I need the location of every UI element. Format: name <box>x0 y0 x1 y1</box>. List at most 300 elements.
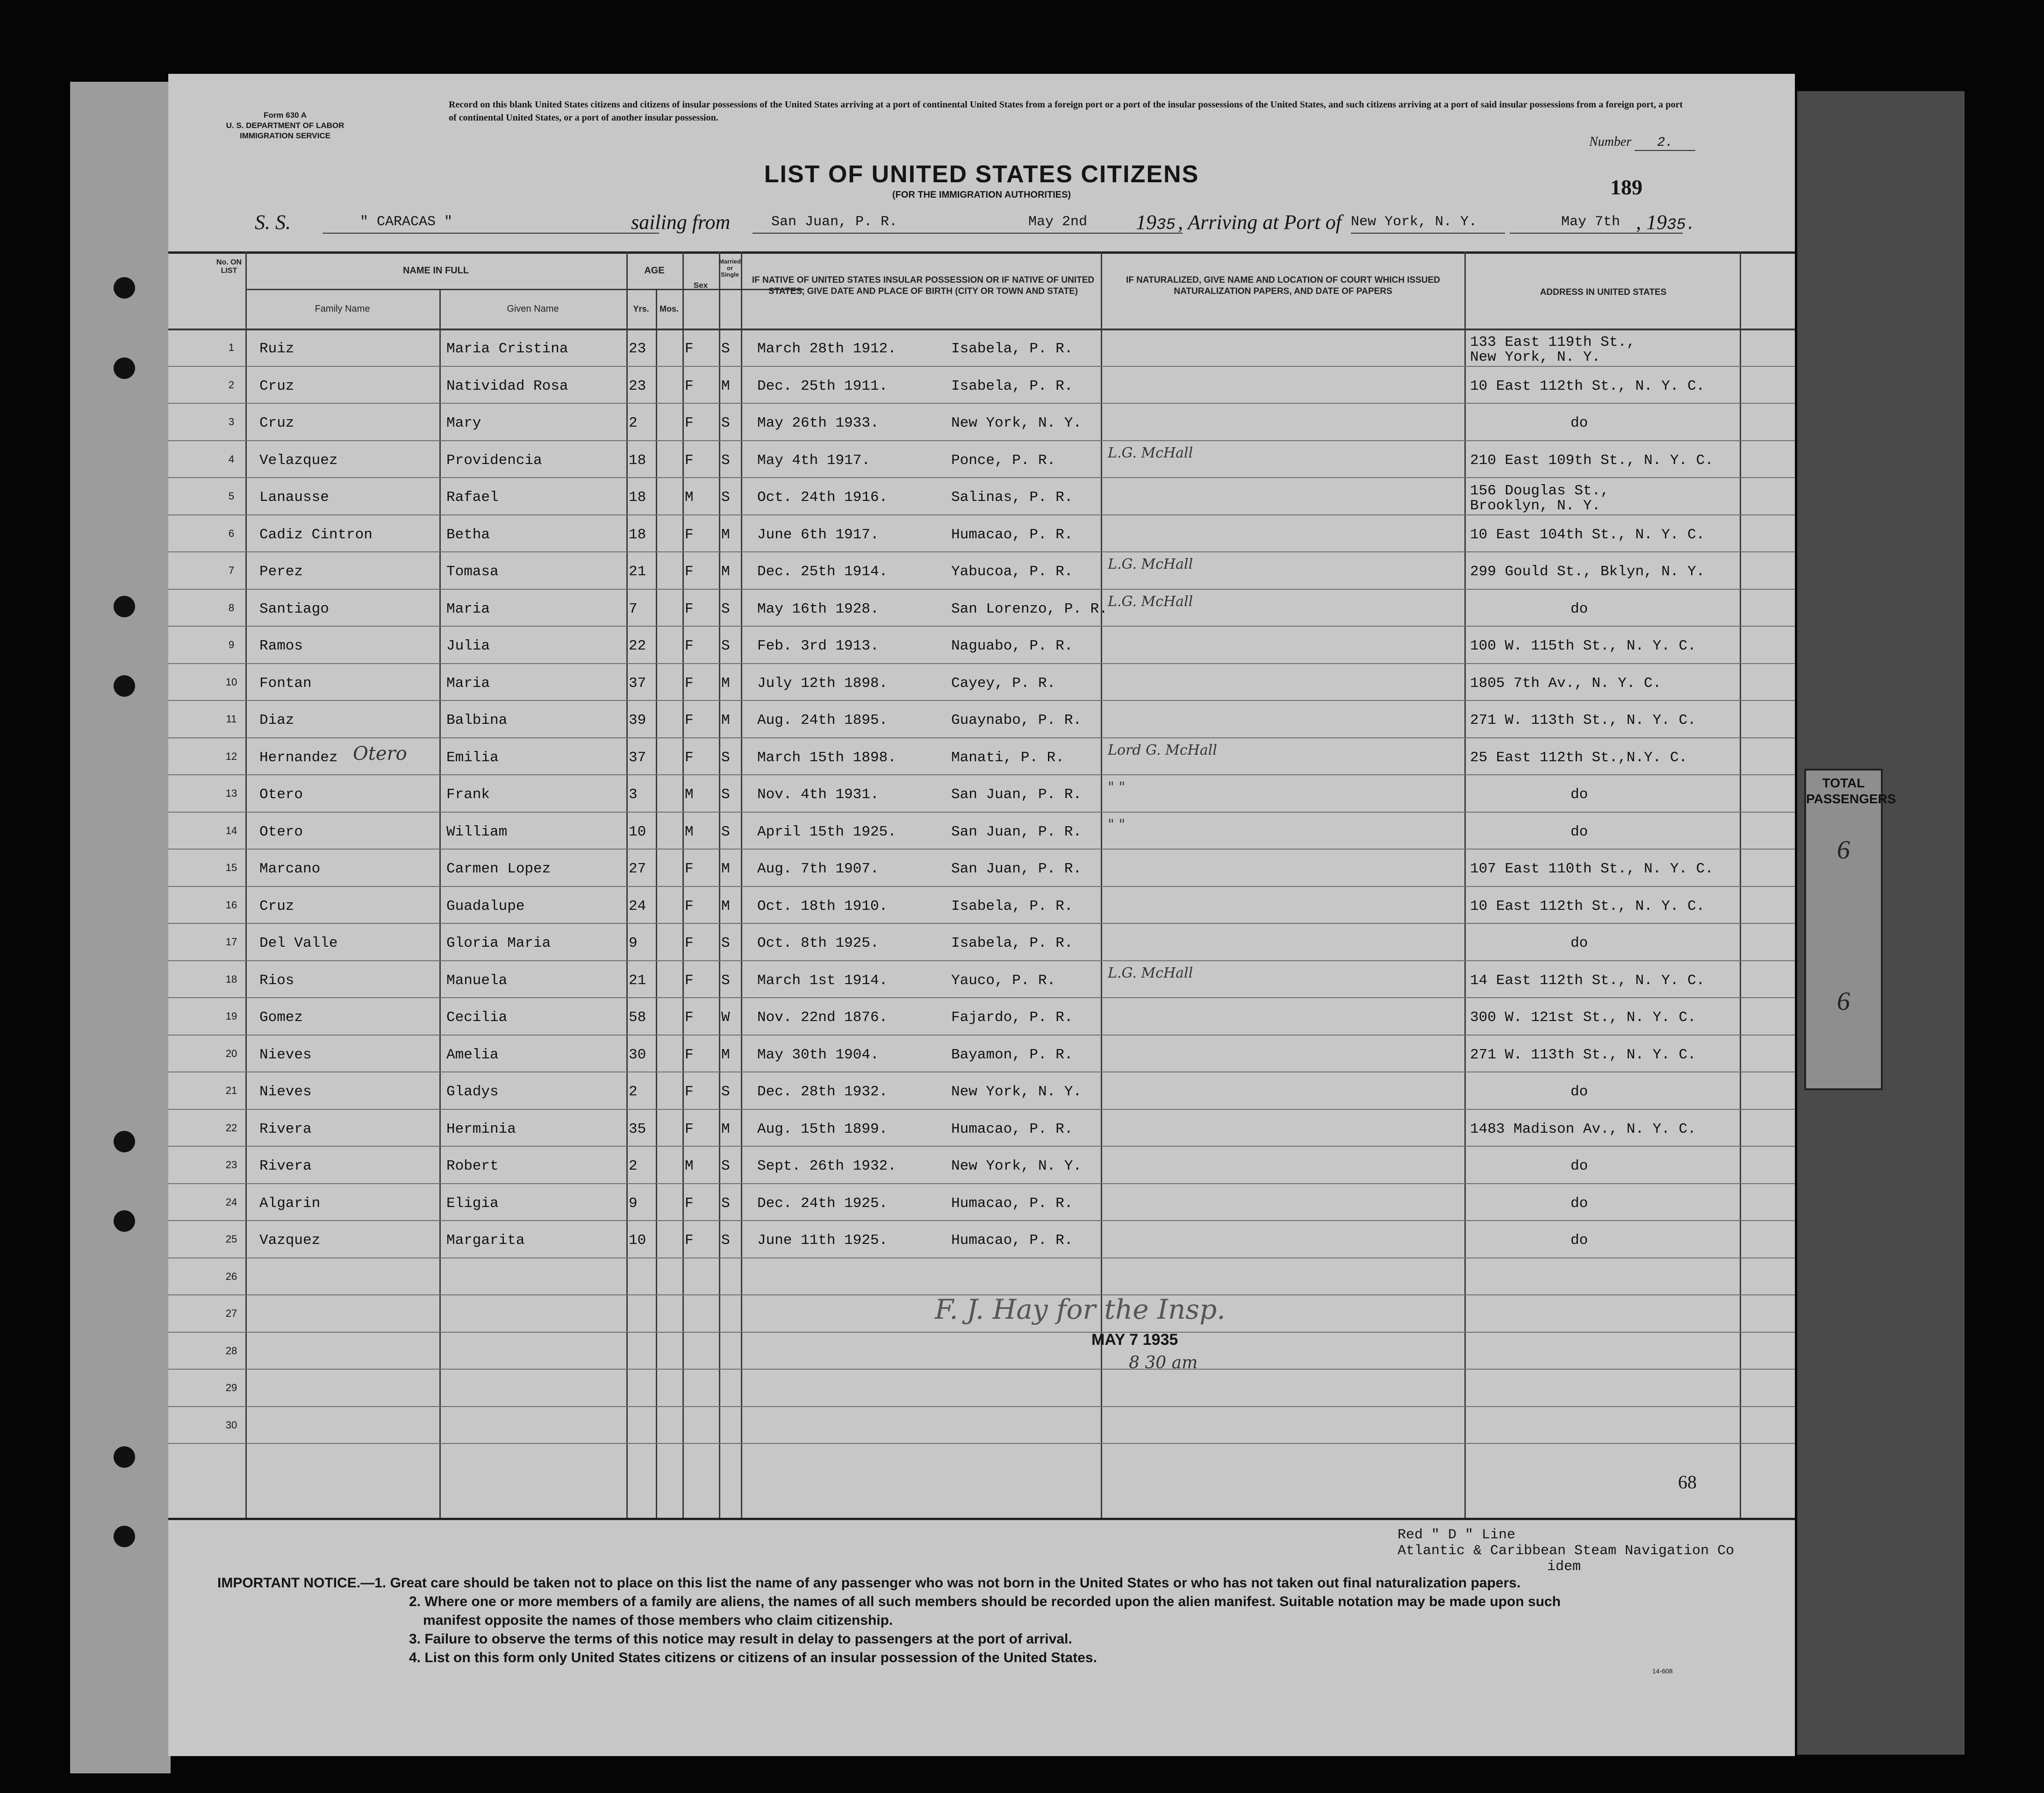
cell-family: Nieves <box>259 1084 312 1100</box>
cell-addr2: New York, N. Y. <box>1470 349 1601 365</box>
cell-given: Rafael <box>446 489 499 506</box>
cell-given: Maria <box>446 675 490 692</box>
cell-addr1: 271 W. 113th St., N. Y. C. <box>1470 1046 1696 1063</box>
cell-place: Humacao, P. R. <box>951 1232 1073 1249</box>
cell-family: Diaz <box>259 712 294 729</box>
row-divider <box>168 1220 1795 1221</box>
cell-sex: M <box>685 823 694 840</box>
header-age: AGE <box>644 265 665 276</box>
naturalization-note: " " <box>1108 816 1126 833</box>
cell-age: 2 <box>629 1158 638 1174</box>
total-value-2: 6 <box>1837 987 1850 1016</box>
naturalization-note: Lord G. McHall <box>1108 742 1217 758</box>
cell-sex: F <box>685 600 694 617</box>
arriving-label: , Arriving at Port of <box>1178 211 1341 234</box>
row-divider <box>168 366 1795 367</box>
row-divider <box>168 403 1795 404</box>
cell-place: San Juan, P. R. <box>951 861 1082 877</box>
row-divider <box>168 1406 1795 1407</box>
row-number: 1 <box>228 342 235 353</box>
cell-date: July 12th 1898. <box>757 675 888 692</box>
row-number: 23 <box>225 1159 237 1171</box>
naturalization-note: L.G. McHall <box>1108 556 1193 572</box>
header-name-in-full: NAME IN FULL <box>402 265 469 276</box>
row-divider <box>168 849 1795 850</box>
cell-family: Rivera <box>259 1158 312 1174</box>
cell-ms: S <box>721 638 730 654</box>
cell-place: Bayamon, P. R. <box>951 1046 1073 1063</box>
row-number: 25 <box>225 1233 237 1245</box>
sailing-from: San Juan, P. R. <box>753 214 986 234</box>
sailing-label: sailing from <box>631 211 731 234</box>
cell-family: Velazquez <box>259 452 338 469</box>
cell-place: New York, N. Y. <box>951 415 1082 431</box>
manifest-page <box>168 74 1795 1756</box>
sheet-number: 68 <box>1678 1472 1697 1493</box>
cell-ms: M <box>721 526 730 543</box>
cell-given: Gladys <box>446 1084 499 1100</box>
row-divider <box>168 1183 1795 1184</box>
row-number: 19 <box>225 1010 237 1022</box>
year-prefix: , 19 <box>1636 211 1667 234</box>
cell-given: Carmen Lopez <box>446 861 551 877</box>
row-number: 2 <box>228 379 235 391</box>
page-number: 189 <box>1610 175 1642 199</box>
cell-place: Ponce, P. R. <box>951 452 1056 469</box>
arrival-year <box>1636 210 1695 234</box>
row-divider <box>168 886 1795 887</box>
cell-place: Isabela, P. R. <box>951 378 1073 394</box>
row-number: 8 <box>228 601 235 614</box>
cell-ms: M <box>721 712 730 729</box>
row-divider <box>168 477 1795 478</box>
cell-sex: F <box>685 341 694 357</box>
cell-addr1: 14 East 112th St., N. Y. C. <box>1470 972 1705 989</box>
cell-sex: F <box>685 1009 694 1026</box>
row-number: 14 <box>225 824 237 836</box>
header-naturalized: IF NATURALIZED, GIVE NAME AND LOCATION OF COURT WHICH ISSUED NATURALIZATION PAPERS, AND DATE OF PAPERS <box>1126 275 1440 296</box>
cell-age: 9 <box>629 1195 638 1212</box>
form-instructions: Record on this blank United States citizens and citizens of insular possessions of the United States arriving at a port of continental United States from a foreign port or a port of the insular possessions of the United States, and such citizens arriving at a port of said insular possessions from a foreign port, a port of continental United States, or a port of another insular possession. <box>449 100 1683 123</box>
punch-hole <box>114 1131 135 1152</box>
cell-sex: F <box>685 712 694 729</box>
cell-family: Del Valle <box>259 935 338 951</box>
row-number: 4 <box>228 453 235 465</box>
family-name-note: Otero <box>353 743 407 764</box>
total-label: TOTAL <box>1822 776 1865 790</box>
service: IMMIGRATION SERVICE <box>240 131 330 140</box>
row-number: 10 <box>225 676 237 688</box>
header-family-name: Family Name <box>315 304 370 314</box>
cell-sex: F <box>685 1121 694 1137</box>
row-number: 15 <box>225 862 237 873</box>
cell-sex: F <box>685 1084 694 1100</box>
row-divider <box>168 1035 1795 1036</box>
row-number: 22 <box>225 1122 237 1134</box>
cell-ms: S <box>721 452 730 469</box>
naturalization-note: L.G. McHall <box>1108 593 1193 610</box>
cell-sex: F <box>685 749 694 766</box>
row-divider <box>168 997 1795 998</box>
cell-ms: S <box>721 489 730 506</box>
cell-addr1: do <box>1571 600 1588 617</box>
cell-given: Julia <box>446 638 490 654</box>
row-number: 28 <box>225 1344 237 1357</box>
cell-ms: S <box>721 823 730 840</box>
row-divider <box>168 812 1795 813</box>
cell-date: May 4th 1917. <box>757 452 870 469</box>
cell-age: 9 <box>629 935 638 951</box>
cell-given: Amelia <box>446 1046 499 1063</box>
cell-date: Oct. 24th 1916. <box>757 489 888 506</box>
time-stamp: 8 30 am <box>1129 1353 1198 1372</box>
cell-addr1: 1483 Madison Av., N. Y. C. <box>1470 1121 1696 1137</box>
row-divider <box>168 1369 1795 1370</box>
cell-addr1: 300 W. 121st St., N. Y. C. <box>1470 1009 1696 1026</box>
cell-addr2: Brooklyn, N. Y. <box>1470 498 1601 514</box>
row-number: 7 <box>228 564 235 576</box>
cell-date: Feb. 3rd 1913. <box>757 638 879 654</box>
cell-sex: F <box>685 526 694 543</box>
naturalization-note: " " <box>1108 779 1126 795</box>
cell-ms: S <box>721 972 730 989</box>
row-number: 29 <box>225 1382 237 1393</box>
notice-item-2b: manifest opposite the names of those members who claim citizenship. <box>423 1613 893 1628</box>
row-number: 3 <box>228 416 235 428</box>
cell-ms: W <box>721 1009 730 1026</box>
cell-addr1: 156 Douglas St., <box>1470 483 1609 499</box>
cell-date: Dec. 25th 1914. <box>757 564 888 580</box>
cell-given: Cecilia <box>446 1009 508 1026</box>
cell-family: Nieves <box>259 1046 312 1063</box>
cell-family: Rios <box>259 972 294 989</box>
row-divider <box>168 514 1795 515</box>
header-no-on-list: No. ON LIST <box>216 258 242 275</box>
cell-ms: S <box>721 1158 730 1174</box>
date-stamp: MAY 7 1935 <box>1091 1331 1178 1349</box>
cell-addr1: do <box>1571 935 1588 951</box>
ship-name: " CARACAS " <box>323 214 659 234</box>
line-idem: idem <box>1547 1559 1581 1575</box>
row-divider <box>168 923 1795 924</box>
cell-age: 18 <box>629 489 646 506</box>
row-number: 27 <box>225 1307 237 1319</box>
cell-date: June 11th 1925. <box>757 1232 888 1249</box>
cell-place: San Juan, P. R. <box>951 786 1082 803</box>
cell-ms: S <box>721 786 730 803</box>
naturalization-note: L.G. McHall <box>1108 444 1193 461</box>
cell-place: Cayey, P. R. <box>951 675 1056 692</box>
cell-addr1: 10 East 112th St., N. Y. C. <box>1470 898 1705 914</box>
cell-family: Cruz <box>259 898 294 914</box>
cell-ms: M <box>721 1046 730 1063</box>
number-label: Number <box>1589 135 1632 149</box>
cell-ms: M <box>721 564 730 580</box>
cell-family: Otero <box>259 823 303 840</box>
cell-sex: F <box>685 898 694 914</box>
cell-given: Mary <box>446 415 481 431</box>
total-passengers-box <box>1804 769 1896 1090</box>
cell-date: May 30th 1904. <box>757 1046 879 1063</box>
cell-given: Manuela <box>446 972 508 989</box>
row-divider <box>168 589 1795 590</box>
cell-age: 24 <box>629 898 646 914</box>
row-number: 24 <box>225 1196 237 1208</box>
notice-item-2 <box>409 1593 1764 1667</box>
total-value-1: 6 <box>1837 836 1850 864</box>
cell-place: Isabela, P. R. <box>951 341 1073 357</box>
year-value: 35. <box>1667 216 1696 234</box>
notice-item-2a: 2. Where one or more members of a family are aliens, the names of all such members should be recorded upon the alien manifest. Suitable notation may be made upon such <box>409 1594 1561 1609</box>
cell-family: Marcano <box>259 861 321 877</box>
cell-sex: F <box>685 1232 694 1249</box>
row-divider <box>168 626 1795 627</box>
cell-given: Balbina <box>446 712 508 729</box>
arrival-date: May 7th <box>1510 214 1683 234</box>
page-title: LIST OF UNITED STATES CITIZENS <box>764 161 1199 188</box>
cell-given: Herminia <box>446 1121 516 1137</box>
cell-addr1: do <box>1571 1195 1588 1212</box>
form-info <box>187 110 383 141</box>
cell-sex: F <box>685 972 694 989</box>
cell-date: Aug. 7th 1907. <box>757 861 879 877</box>
year-value: 35 <box>1156 216 1176 234</box>
row-number: 6 <box>228 527 235 539</box>
cell-given: Robert <box>446 1158 499 1174</box>
line-company: Atlantic & Caribbean Steam Navigation Co <box>1398 1543 1735 1559</box>
punch-hole <box>114 675 135 697</box>
cell-date: March 1st 1914. <box>757 972 888 989</box>
cell-place: Yabucoa, P. R. <box>951 564 1073 580</box>
punch-hole <box>114 1446 135 1468</box>
cell-date: Dec. 25th 1911. <box>757 378 888 394</box>
cell-sex: F <box>685 675 694 692</box>
row-divider <box>168 1332 1795 1333</box>
cell-addr1: 299 Gould St., Bklyn, N. Y. <box>1470 564 1705 580</box>
cell-given: Maria <box>446 600 490 617</box>
cell-family: Santiago <box>259 600 329 617</box>
cell-given: William <box>446 823 508 840</box>
important-notice <box>217 1574 1520 1593</box>
cell-date: March 28th 1912. <box>757 341 896 357</box>
arrival-port: New York, N. Y. <box>1351 214 1505 234</box>
cell-sex: F <box>685 415 694 431</box>
cell-sex: F <box>685 861 694 877</box>
cell-place: New York, N. Y. <box>951 1158 1082 1174</box>
cell-date: Nov. 4th 1931. <box>757 786 879 803</box>
footer-code: 14-608 <box>1652 1667 1673 1675</box>
cell-age: 37 <box>629 675 646 692</box>
cell-ms: S <box>721 415 730 431</box>
row-number: 20 <box>225 1047 237 1059</box>
form-number: Form 630 A <box>264 111 307 120</box>
cell-ms: S <box>721 1232 730 1249</box>
row-divider <box>168 663 1795 664</box>
cell-date: Sept. 26th 1932. <box>757 1158 896 1174</box>
cell-addr1: 25 East 112th St.,N.Y. C. <box>1470 749 1688 766</box>
cell-place: Yauco, P. R. <box>951 972 1056 989</box>
cell-place: San Lorenzo, P. R. <box>951 600 1108 617</box>
row-divider <box>168 960 1795 961</box>
punch-hole <box>114 596 135 617</box>
cell-family: Algarin <box>259 1195 321 1212</box>
cell-age: 18 <box>629 452 646 469</box>
header-mos: Mos. <box>659 304 679 314</box>
header-sex: Sex <box>693 281 708 290</box>
total-passengers-header <box>1806 771 1896 807</box>
cell-family: Hernandez <box>259 749 338 766</box>
cell-place: Manati, P. R. <box>951 749 1064 766</box>
cell-age: 21 <box>629 972 646 989</box>
cell-ms: S <box>721 1195 730 1212</box>
cell-given: Betha <box>446 526 490 543</box>
cell-place: San Juan, P. R. <box>951 823 1082 840</box>
cell-place: Humacao, P. R. <box>951 526 1073 543</box>
notice-heading: IMPORTANT NOTICE.—1. <box>217 1575 387 1591</box>
cell-sex: M <box>685 1158 694 1174</box>
cell-family: Gomez <box>259 1009 303 1026</box>
cell-addr1: 10 East 112th St., N. Y. C. <box>1470 378 1705 394</box>
cell-place: Salinas, P. R. <box>951 489 1073 506</box>
cell-age: 2 <box>629 415 638 431</box>
cell-date: Aug. 15th 1899. <box>757 1121 888 1137</box>
header-address: ADDRESS IN UNITED STATES <box>1540 287 1667 297</box>
cell-age: 39 <box>629 712 646 729</box>
cell-sex: F <box>685 1046 694 1063</box>
cell-sex: M <box>685 786 694 803</box>
header-yrs: Yrs. <box>633 304 649 314</box>
cell-age: 10 <box>629 823 646 840</box>
cell-age: 58 <box>629 1009 646 1026</box>
cell-family: Cruz <box>259 378 294 394</box>
punch-hole <box>114 277 135 299</box>
cell-age: 30 <box>629 1046 646 1063</box>
cell-addr1: 1805 7th Av., N. Y. C. <box>1470 675 1662 692</box>
cell-age: 23 <box>629 378 646 394</box>
cell-addr1: do <box>1571 823 1588 840</box>
notice-item-4: 4. List on this form only United States citizens or citizens of an insular possession of the United States. <box>409 1650 1097 1665</box>
row-number: 12 <box>225 750 237 762</box>
row-divider <box>168 737 1795 738</box>
cell-date: May 26th 1933. <box>757 415 879 431</box>
sailing-date: May 2nd <box>977 214 1183 234</box>
row-number: 18 <box>225 973 237 985</box>
cell-age: 27 <box>629 861 646 877</box>
punch-hole <box>114 1526 135 1547</box>
cell-date: June 6th 1917. <box>757 526 879 543</box>
cell-ms: S <box>721 1084 730 1100</box>
cell-addr1: 10 East 104th St., N. Y. C. <box>1470 526 1705 543</box>
cell-date: Dec. 24th 1925. <box>757 1195 888 1212</box>
header-birth: IF NATIVE OF UNITED STATES INSULAR POSSESSION OR IF NATIVE OF UNITED STATES, GIVE DATE AND PLACE OF BIRTH (CITY OR TOWN AND STATE) <box>752 275 1095 296</box>
cell-addr1: 271 W. 113th St., N. Y. C. <box>1470 712 1696 729</box>
cell-ms: M <box>721 898 730 914</box>
cell-age: 21 <box>629 564 646 580</box>
cell-age: 18 <box>629 526 646 543</box>
cell-date: April 15th 1925. <box>757 823 896 840</box>
cell-addr1: do <box>1571 1084 1588 1100</box>
cell-ms: M <box>721 1121 730 1137</box>
cell-addr1: do <box>1571 786 1588 803</box>
cell-addr1: do <box>1571 1158 1588 1174</box>
cell-addr1: 107 East 110th St., N. Y. C. <box>1470 861 1714 877</box>
cell-given: Maria Cristina <box>446 341 568 357</box>
number-value: 2. <box>1635 136 1695 151</box>
cell-given: Eligia <box>446 1195 499 1212</box>
cell-age: 37 <box>629 749 646 766</box>
cell-place: Naguabo, P. R. <box>951 638 1073 654</box>
cell-place: Isabela, P. R. <box>951 898 1073 914</box>
page-subtitle: (FOR THE IMMIGRATION AUTHORITIES) <box>892 190 1071 200</box>
cell-age: 22 <box>629 638 646 654</box>
cell-given: Gloria Maria <box>446 935 551 951</box>
cell-place: Fajardo, P. R. <box>951 1009 1073 1026</box>
cell-ms: S <box>721 749 730 766</box>
cell-ms: S <box>721 341 730 357</box>
passengers-label: PASSENGERS <box>1806 792 1896 806</box>
cell-date: Oct. 8th 1925. <box>757 935 879 951</box>
cell-sex: F <box>685 378 694 394</box>
cell-addr1: 100 W. 115th St., N. Y. C. <box>1470 638 1696 654</box>
cell-given: Tomasa <box>446 564 499 580</box>
cell-family: Fontan <box>259 675 312 692</box>
row-number: 26 <box>225 1270 237 1282</box>
cell-given: Margarita <box>446 1232 525 1249</box>
row-divider <box>168 1146 1795 1147</box>
cell-ms: S <box>721 600 730 617</box>
cell-date: Aug. 24th 1895. <box>757 712 888 729</box>
sailing-year <box>1136 210 1176 234</box>
row-number: 5 <box>228 490 235 502</box>
cell-date: May 16th 1928. <box>757 600 879 617</box>
cell-sex: F <box>685 452 694 469</box>
cell-place: Guaynabo, P. R. <box>951 712 1082 729</box>
cell-ms: M <box>721 675 730 692</box>
row-number: 17 <box>225 936 237 948</box>
cell-date: March 15th 1898. <box>757 749 896 766</box>
row-number: 16 <box>225 899 237 911</box>
cell-place: Humacao, P. R. <box>951 1195 1073 1212</box>
ship-prefix: S. S. <box>255 211 291 234</box>
cell-given: Guadalupe <box>446 898 525 914</box>
cell-age: 10 <box>629 1232 646 1249</box>
cell-age: 23 <box>629 341 646 357</box>
cell-ms: M <box>721 378 730 394</box>
header-married-single: Married or Single <box>719 258 741 278</box>
cell-date: Dec. 28th 1932. <box>757 1084 888 1100</box>
department: U. S. DEPARTMENT OF LABOR <box>226 121 344 130</box>
cell-family: Ramos <box>259 638 303 654</box>
cell-family: Perez <box>259 564 303 580</box>
cell-family: Ruiz <box>259 341 294 357</box>
row-divider <box>168 1109 1795 1110</box>
cell-family: Otero <box>259 786 303 803</box>
left-page-edge <box>70 82 171 1773</box>
row-divider <box>168 774 1795 775</box>
row-number: 21 <box>225 1085 237 1096</box>
cell-given: Providencia <box>446 452 542 469</box>
naturalization-note: L.G. McHall <box>1108 964 1193 981</box>
year-prefix: 19 <box>1136 211 1156 234</box>
cell-family: Lanausse <box>259 489 329 506</box>
inspector-signature: F. J. Hay for the Insp. <box>935 1293 1226 1325</box>
cell-family: Cadiz Cintron <box>259 526 373 543</box>
row-number: 9 <box>228 639 235 650</box>
cell-place: Isabela, P. R. <box>951 935 1073 951</box>
cell-sex: F <box>685 638 694 654</box>
cell-place: New York, N. Y. <box>951 1084 1082 1100</box>
row-divider <box>168 440 1795 441</box>
